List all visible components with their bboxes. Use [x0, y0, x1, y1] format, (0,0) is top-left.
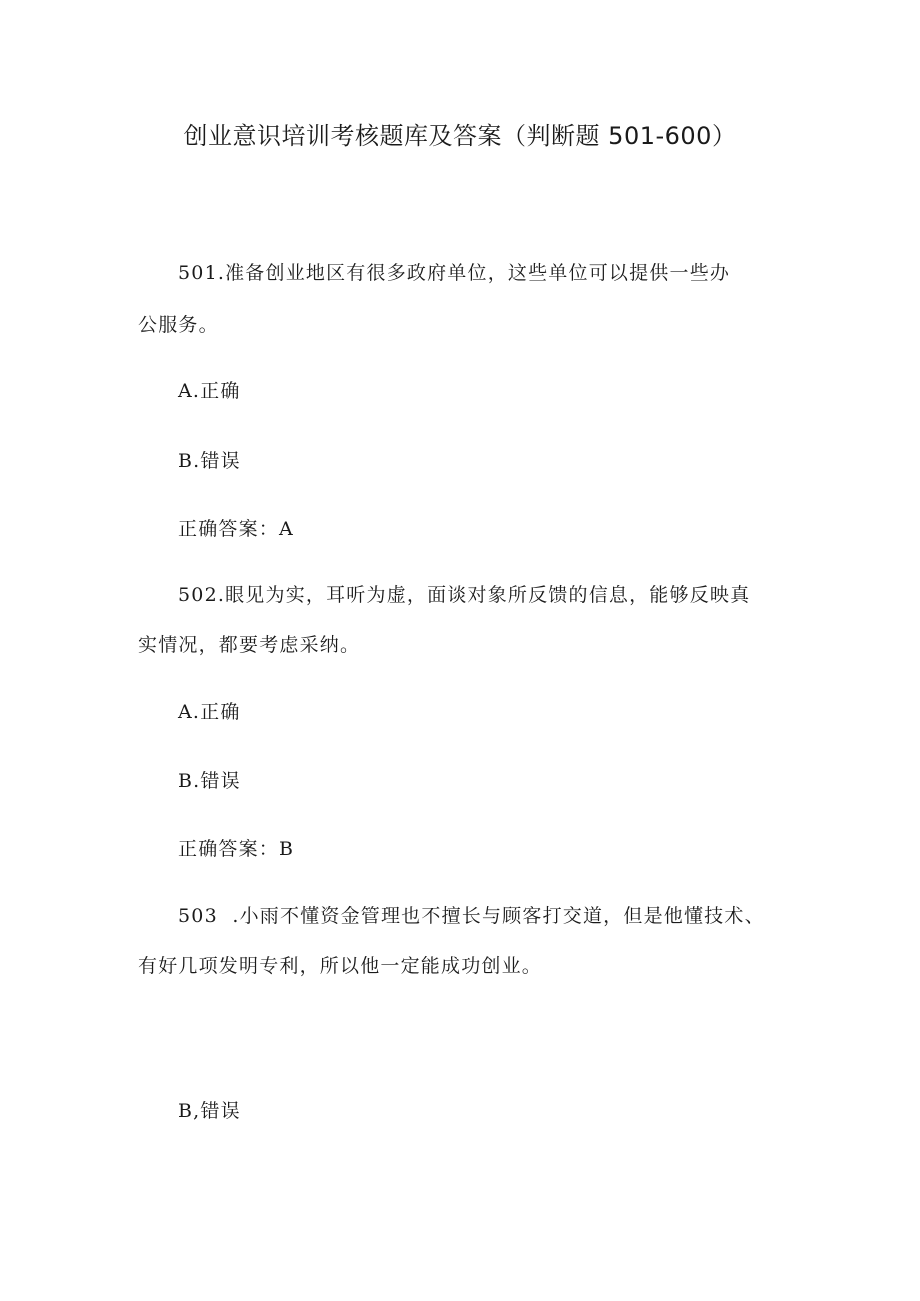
question-503-text-line1: 503 .小雨不懂资金管理也不擅长与顾客打交道，但是他懂技术、: [178, 905, 765, 927]
question-501-text-line2: 公服务。: [138, 314, 219, 336]
question-501-text-line1: 501.准备创业地区有很多政府单位，这些单位可以提供一些办: [178, 262, 731, 284]
question-502-option-a: A.正确: [178, 701, 241, 723]
document-title: 创业意识培训考核题库及答案（判断题 501-600）: [183, 122, 737, 150]
question-503-text-line2: 有好几项发明专利，所以他一定能成功创业。: [138, 955, 543, 977]
question-502-option-b: B.错误: [178, 770, 241, 792]
question-502-answer: 正确答案：B: [178, 838, 295, 860]
question-501-option-a: A.正确: [178, 380, 241, 402]
question-503-option-b: B,错误: [178, 1100, 241, 1122]
question-502-text-line1: 502.眼见为实，耳听为虚，面谈对象所反馈的信息，能够反映真: [178, 584, 751, 606]
question-502-text-line2: 实情况，都要考虑采纳。: [138, 634, 361, 656]
question-501-answer: 正确答案：A: [178, 518, 294, 540]
question-501-option-b: B.错误: [178, 450, 241, 472]
